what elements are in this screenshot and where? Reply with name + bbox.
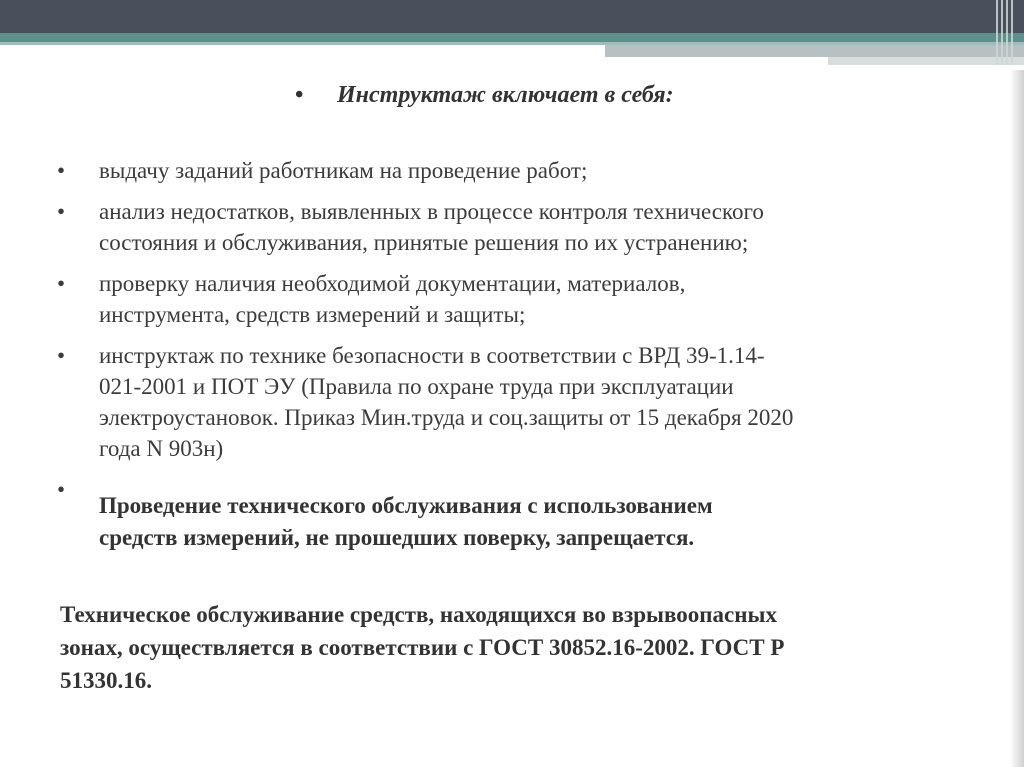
list-item-line: 021-2001 и ПОТ ЭУ (Правила по охране труда при эксплуатации (99, 374, 734, 399)
explosive-zone-note (60, 598, 980, 697)
header-bar-grey (605, 45, 1024, 57)
page-shadow (1010, 70, 1024, 767)
prohibition-note (99, 490, 919, 554)
note-line: Техническое обслуживание средств, находящихся во взрывоопасных (60, 602, 777, 627)
list-item-line: года N 903н) (99, 436, 224, 461)
bullet-icon: • (57, 477, 66, 502)
note-line: Проведение технического обслуживания с использованием (99, 493, 713, 518)
list-item-line: выдачу заданий работникам на проведение работ; (99, 158, 588, 183)
list-item-line: проверку наличия необходимой документации, материалов, (99, 271, 686, 296)
bullet-icon: • (57, 158, 66, 183)
list-item-line: инструктаж по технике безопасности в соответствии с ВРД 39-1.14- (99, 343, 765, 368)
list-item-line: состояния и обслуживания, принятые решения по их устранению; (99, 230, 749, 255)
list-item (57, 155, 957, 186)
list-item (57, 340, 957, 464)
list-item (57, 268, 957, 330)
list-item-line: инструмента, средств измерений и защиты; (99, 302, 526, 327)
header-bar-teal (0, 33, 1024, 42)
slide-heading (295, 82, 674, 109)
note-line: 51330.16. (60, 668, 152, 693)
header-bar-dark (0, 0, 1024, 33)
note-line: средств измерений, не прошедших поверку, запрещается. (99, 525, 695, 550)
heading-text: Инструктаж включает в себя: (337, 82, 674, 108)
list-item (57, 196, 957, 258)
header-bar-grey-secondary (828, 57, 1024, 65)
bullet-icon: • (57, 199, 66, 224)
header-stripes (996, 0, 1016, 65)
bullet-icon: • (57, 343, 66, 368)
bullet-icon: • (295, 82, 304, 108)
bullet-icon: • (57, 271, 66, 296)
list-item-line: анализ недостатков, выявленных в процессе контроля технического (99, 199, 764, 224)
instruction-list (57, 155, 957, 509)
list-item-line: электроустановок. Приказ Мин.труда и соц.защиты от 15 декабря 2020 (99, 405, 794, 430)
note-line: зонах, осуществляется в соответствии с ГОСТ 30852.16-2002. ГОСТ Р (60, 635, 785, 660)
